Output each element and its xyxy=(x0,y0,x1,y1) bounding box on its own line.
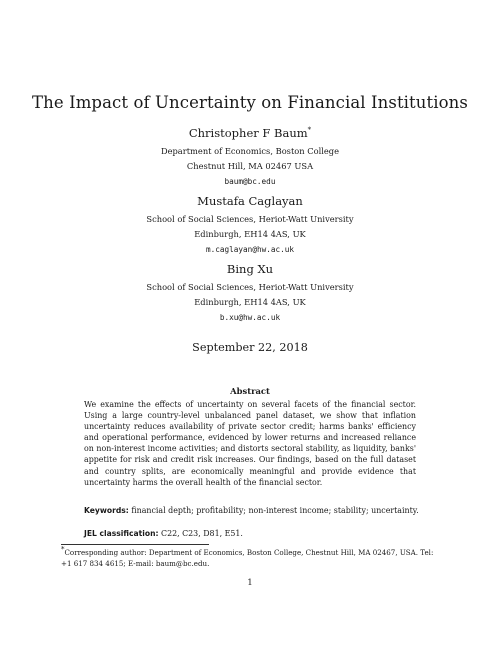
keywords-label: Keywords: xyxy=(84,506,129,515)
jel-line xyxy=(84,529,424,538)
author-block-3 xyxy=(0,262,500,325)
author-email-2: m.caglayan@hw.ac.uk xyxy=(206,245,294,254)
author-affiliation-1: Department of Economics, Boston College xyxy=(160,146,340,156)
author-affiliation-3: School of Social Sciences, Heriot-Watt University xyxy=(146,282,354,292)
page-number: 1 xyxy=(247,578,253,588)
author-block-1 xyxy=(0,126,500,189)
author-name-1-text: Christopher F Baum xyxy=(188,126,308,140)
jel-text: C22, C23, D81, E51. xyxy=(161,529,243,538)
footnote xyxy=(61,547,441,569)
footnote-mark: * xyxy=(61,545,65,554)
author-block-2 xyxy=(0,194,500,257)
author-address-1: Chestnut Hill, MA 02467 USA xyxy=(186,161,314,171)
paper-date: September 22, 2018 xyxy=(192,341,308,354)
author-address-3: Edinburgh, EH14 4AS, UK xyxy=(194,297,306,307)
footnote-text: Corresponding author: Department of Economics, Boston College, Chestnut Hill, MA 02467, USA. Tel: +1 617 834 4615; E-mail: baum@bc.edu. xyxy=(61,548,434,568)
abstract-text: We examine the effects of uncertainty on several facets of the financial sector. Using a large country-level unbalanced panel dataset, we show that inflation uncertainty reduces availability of private sector credit; harms banks' efficiency and operational performance, evidenced by lower returns and increased reliance on non-interest income activities; and distorts sectoral stability, as liquidity, banks' appetite for risk and credit risk increases. Our findings, based on the full dataset and country splits, are economically meaningful and provide evidence that uncertainty harms the overall health of the financial sector. xyxy=(84,400,416,487)
author-affiliation-2: School of Social Sciences, Heriot-Watt University xyxy=(146,214,354,224)
author-footnote-mark: * xyxy=(307,126,312,135)
jel-label: JEL classification: xyxy=(84,529,159,538)
author-name-2: Mustafa Caglayan xyxy=(197,194,303,208)
author-email-3: b.xu@hw.ac.uk xyxy=(219,313,281,322)
author-name-3: Bing Xu xyxy=(226,262,274,276)
abstract-heading: Abstract xyxy=(230,386,270,396)
author-email-1: baum@bc.edu xyxy=(224,177,276,186)
footnote-rule xyxy=(61,544,209,545)
author-address-2: Edinburgh, EH14 4AS, UK xyxy=(194,229,306,239)
keywords-line xyxy=(84,506,424,515)
paper-title: The Impact of Uncertainty on Financial Institutions xyxy=(32,93,468,112)
keywords-text: financial depth; profitability; non-interest income; stability; uncertainty. xyxy=(131,506,419,515)
author-name-1 xyxy=(0,126,500,140)
